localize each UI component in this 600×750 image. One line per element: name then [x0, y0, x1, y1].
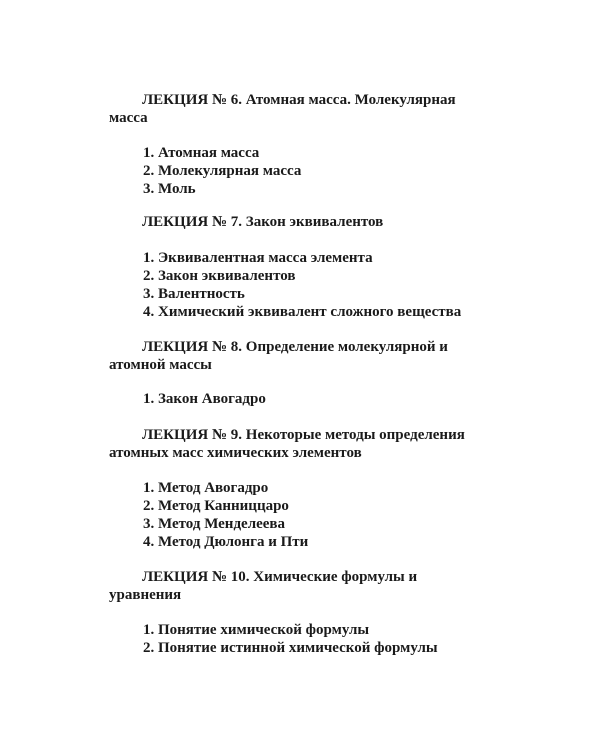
lecture-8-topics — [143, 390, 266, 408]
list-item: 1. Атомная масса — [143, 145, 260, 161]
list-item: 4. Метод Дюлонга и Пти — [143, 534, 309, 550]
list-item: 1. Понятие химической формулы — [143, 622, 370, 638]
list-item: 3. Валентность — [143, 286, 245, 302]
list-item: 4. Химический эквивалент сложного вещества — [143, 304, 462, 320]
lecture-6-topics — [143, 144, 301, 198]
list-item: 1. Эквивалентная масса элемента — [143, 250, 373, 266]
lecture-7-title: ЛЕКЦИЯ № 7. Закон эквивалентов — [142, 214, 384, 230]
list-item: 1. Закон Авогадро — [143, 391, 266, 407]
list-item: 2. Понятие истинной химической формулы — [143, 640, 438, 656]
list-item: 2. Метод Канниццаро — [143, 498, 289, 514]
list-item: 3. Моль — [143, 181, 196, 197]
lecture-7-topics — [143, 249, 461, 321]
lecture-8-title: ЛЕКЦИЯ № 8. Определение молекулярной и атомной массы — [109, 339, 448, 373]
list-item: 1. Метод Авогадро — [143, 480, 269, 496]
lecture-6-title: ЛЕКЦИЯ № 6. Атомная масса. Молекулярная масса — [109, 92, 456, 126]
lecture-9-topics — [143, 479, 308, 551]
lecture-10-topics — [143, 621, 438, 657]
list-item: 2. Молекулярная масса — [143, 163, 302, 179]
list-item: 3. Метод Менделеева — [143, 516, 286, 532]
list-item: 2. Закон эквивалентов — [143, 268, 296, 284]
lecture-10-title: ЛЕКЦИЯ № 10. Химические формулы и уравнения — [109, 569, 418, 603]
lecture-9-title: ЛЕКЦИЯ № 9. Некоторые методы определения атомных масс химических элементов — [109, 427, 465, 461]
